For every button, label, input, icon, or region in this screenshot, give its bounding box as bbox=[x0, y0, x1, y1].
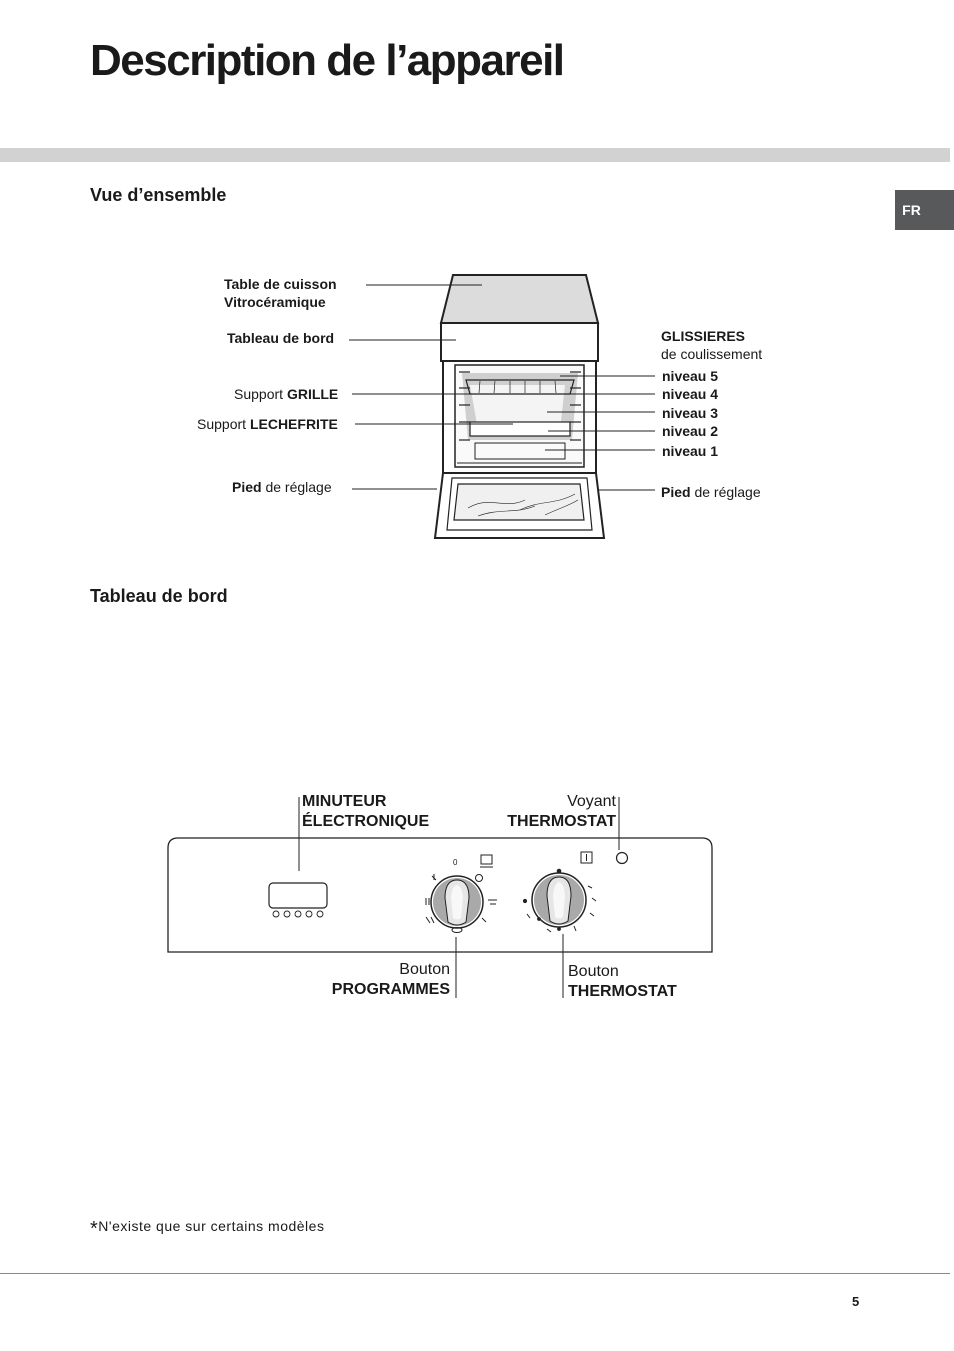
control-panel-heading: Tableau de bord bbox=[90, 586, 228, 606]
label-level-3: niveau 3 bbox=[662, 405, 719, 421]
overview-heading: Vue d’ensemble bbox=[90, 185, 227, 205]
label-level-5: niveau 5 bbox=[662, 368, 719, 384]
label-support-grille: Support GRILLE bbox=[234, 386, 339, 402]
control-panel-illustration bbox=[168, 838, 712, 952]
label-level-2: niveau 2 bbox=[662, 423, 719, 439]
label-thermostat-knob: Bouton THERMOSTAT bbox=[568, 963, 677, 1000]
label-cooktop: Table de cuisson Vitrocéramique bbox=[224, 276, 337, 310]
label-level-4: niveau 4 bbox=[662, 386, 719, 402]
label-foot-left: Pied de réglage bbox=[232, 479, 332, 495]
oven-panel-shape bbox=[441, 323, 598, 361]
page-number: 5 bbox=[852, 1294, 860, 1309]
language-tab[interactable]: FR bbox=[895, 190, 954, 230]
label-support-lechefrite: Support LECHEFRITE bbox=[197, 416, 338, 432]
label-glissieres: GLISSIERES de coulissement bbox=[661, 328, 763, 362]
programme-zero-mark: 0 bbox=[453, 858, 458, 867]
label-thermostat-light: Voyant THERMOSTAT bbox=[507, 793, 616, 830]
label-electronic-timer: MINUTEUR ÉLECTRONIQUE bbox=[302, 793, 430, 830]
label-programme-knob: Bouton PROGRAMMES bbox=[331, 961, 450, 998]
programme-knob bbox=[431, 876, 483, 928]
cooktop-shape bbox=[441, 275, 598, 323]
label-level-1: niveau 1 bbox=[662, 443, 719, 459]
footnote: *N'existe que sur certains modèles bbox=[90, 1218, 325, 1240]
oven-illustration bbox=[435, 275, 604, 538]
label-foot-right: Pied de réglage bbox=[661, 484, 761, 500]
label-control-panel: Tableau de bord bbox=[227, 330, 335, 346]
page-title: Description de l’appareil bbox=[90, 36, 564, 85]
footer-rule bbox=[0, 1273, 950, 1274]
